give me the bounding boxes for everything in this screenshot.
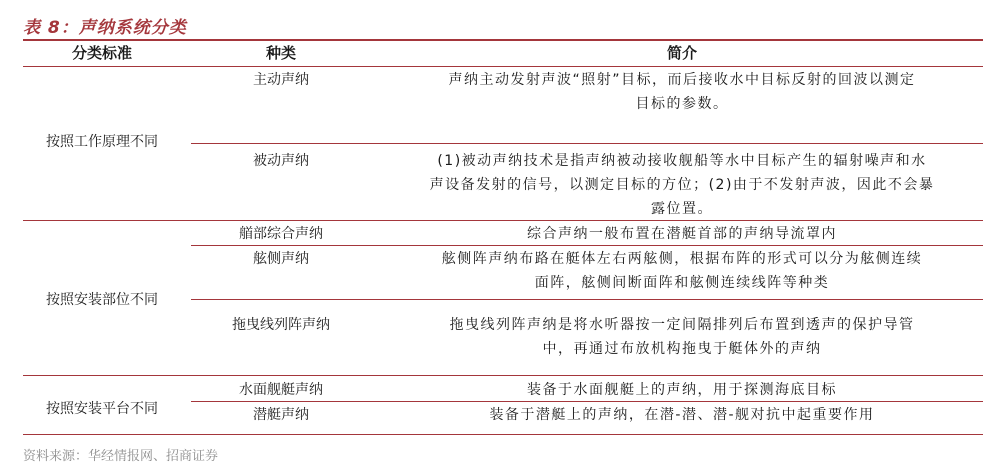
row-rule	[191, 143, 983, 144]
desc-line: 舷侧阵声纳布路在艇体左右两舷侧，根据布阵的形式可以分为舷侧连续	[441, 251, 923, 267]
desc-line: 装备于潜艇上的声纳，在潜-潜、潜-舰对抗中起重要作用	[489, 407, 875, 423]
desc-line: 中，再通过布放机构拖曳于艇体外的声纳	[542, 341, 822, 357]
type-active-sonar: 主动声纳	[253, 72, 309, 88]
desc-line: 声纳主动发射声波“照射”目标，而后接收水中目标反射的回波以测定	[448, 72, 916, 88]
table-bottom-rule	[23, 434, 983, 435]
desc-active-sonar	[381, 68, 983, 116]
type-bow-sonar: 艏部综合声纳	[239, 226, 323, 242]
criterion-installation-platform: 按照安装平台不同	[46, 401, 158, 417]
desc-line: 目标的参数。	[635, 96, 729, 112]
group-rule	[23, 375, 983, 376]
desc-towed-array-sonar	[381, 313, 983, 361]
row-rule	[191, 401, 983, 402]
desc-line: 面阵，舷侧间断面阵和舷侧连续线阵等种类	[534, 275, 830, 291]
desc-line: 装备于水面舰艇上的声纳，用于探测海底目标	[527, 382, 837, 398]
source-note: 资料来源：华经情报网、招商证券	[23, 449, 219, 464]
desc-submarine-sonar	[381, 403, 983, 427]
row-rule	[191, 245, 983, 246]
desc-line: 露位置。	[651, 201, 713, 217]
criterion-working-principle: 按照工作原理不同	[46, 134, 158, 150]
row-rule	[191, 299, 983, 300]
header-rule	[23, 66, 983, 67]
desc-flank-sonar	[381, 247, 983, 295]
desc-bow-sonar	[381, 222, 983, 246]
desc-line: 声设备发射的信号，以测定目标的方位；(2)由于不发射声波，因此不会暴	[429, 177, 935, 193]
criterion-installation-position: 按照安装部位不同	[46, 292, 158, 308]
desc-line: (1)被动声纳技术是指声纳被动接收舰船等水中目标产生的辐射噪声和水	[437, 153, 927, 169]
header-description: 简介	[666, 44, 697, 62]
desc-line: 综合声纳一般布置在潜艇首部的声纳导流罩内	[527, 226, 837, 242]
table-title: 表 8：声纳系统分类	[23, 18, 187, 38]
header-criterion: 分类标准	[71, 44, 132, 62]
desc-surface-ship-sonar	[381, 378, 983, 402]
type-submarine-sonar: 潜艇声纳	[253, 407, 309, 423]
type-towed-array-sonar: 拖曳线列阵声纳	[232, 317, 330, 333]
group-rule	[23, 220, 983, 221]
desc-passive-sonar	[381, 149, 983, 221]
type-flank-sonar: 舷侧声纳	[253, 251, 309, 267]
desc-line: 拖曳线列阵声纳是将水听器按一定间隔排列后布置到透声的保护导管	[449, 317, 915, 333]
type-surface-ship-sonar: 水面舰艇声纳	[239, 382, 323, 398]
type-passive-sonar: 被动声纳	[253, 153, 309, 169]
header-type: 种类	[265, 44, 296, 62]
